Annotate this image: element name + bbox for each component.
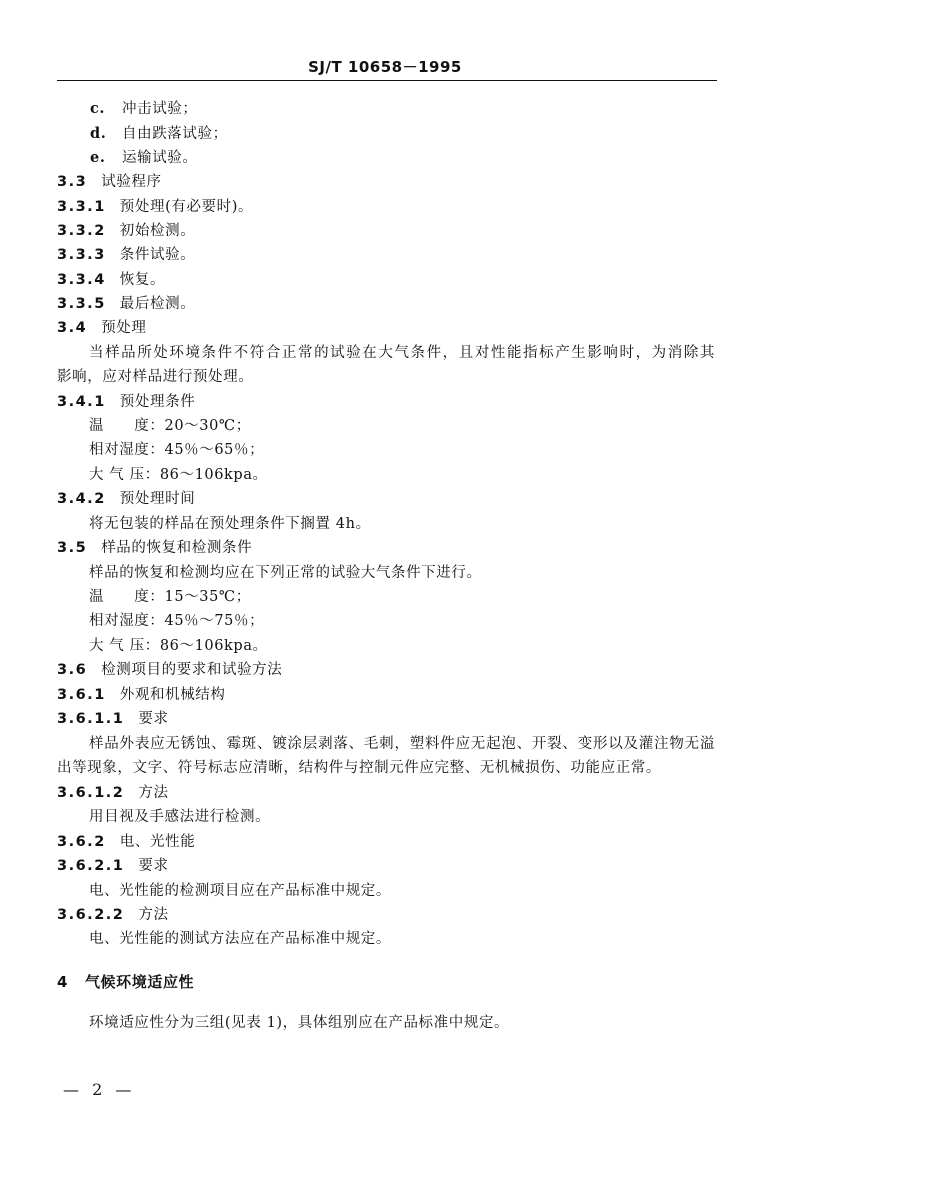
section-4-heading: [57, 972, 194, 992]
section-3-3-heading: [57, 172, 162, 192]
item-text: 自由跌落试验；: [122, 126, 228, 142]
list-item-c: [90, 99, 198, 119]
section-title: 预处理: [101, 320, 147, 336]
paragraph-line: 电、光性能的检测项目应在产品标准中规定。: [89, 883, 391, 899]
section-number: 3.3.1: [57, 199, 106, 215]
section-3-4-1: [57, 392, 195, 412]
paragraph-line: 出等现象，文字、符号标志应清晰，结构件与控制元件应完整、无机械损伤、功能应正常。: [57, 760, 661, 776]
section-title: 要求: [138, 858, 169, 874]
item-text: 冲击试验；: [122, 101, 198, 117]
section-title: 样品的恢复和检测条件: [101, 540, 253, 556]
section-title: 条件试验。: [119, 247, 196, 263]
section-title: 预处理时间: [119, 491, 196, 507]
section-title: 预处理(有必要时)。: [119, 199, 254, 215]
section-3-6-1-1: [57, 709, 169, 729]
paragraph-line: 环境适应性分为三组(见表 1)，具体组别应在产品标准中规定。: [89, 1015, 510, 1031]
item-letter: c.: [90, 100, 106, 117]
standard-code-header: SJ/T 10658－1995: [308, 58, 462, 76]
section-3-6-heading: [57, 660, 282, 680]
paragraph-line: 将无包装的样品在预处理条件下搁置 4h。: [89, 516, 371, 532]
section-number: 3.4.2: [57, 491, 106, 507]
section-number: 3.3.4: [57, 272, 106, 288]
section-number: 3.5: [57, 540, 88, 556]
paragraph-line: 当样品所处环境条件不符合正常的试验在大气条件，且对性能指标产生影响时，为消除其: [89, 345, 715, 361]
paragraph-line: 用目视及手感法进行检测。: [89, 809, 271, 825]
section-number: 3.3: [57, 174, 88, 190]
section-number: 3.4: [57, 320, 88, 336]
condition-temperature: 温 度：15～35℃；: [89, 589, 251, 605]
section-3-3-1: [57, 197, 253, 217]
paragraph-line: 电、光性能的测试方法应在产品标准中规定。: [89, 931, 391, 947]
section-number: 3.6.2.2: [57, 907, 125, 923]
section-3-3-5: [57, 294, 195, 314]
condition-temperature: 温 度：20～30℃；: [89, 418, 251, 434]
section-3-5-heading: [57, 538, 252, 558]
section-3-6-1-2: [57, 783, 169, 803]
section-3-3-4: [57, 270, 165, 290]
section-title: 要求: [138, 711, 169, 727]
paragraph-line: 影响，应对样品进行预处理。: [57, 369, 254, 385]
section-number: 3.6.2: [57, 834, 106, 850]
condition-pressure: 大 气 压：86～106kpa。: [89, 638, 268, 654]
section-number: 4: [57, 973, 69, 991]
section-title: 电、光性能: [119, 834, 196, 850]
item-letter: d.: [90, 125, 107, 142]
section-number: 3.6.2.1: [57, 858, 125, 874]
section-3-6-1: [57, 685, 226, 705]
section-number: 3.4.1: [57, 394, 106, 410]
section-3-3-3: [57, 245, 195, 265]
list-item-d: [90, 124, 228, 144]
section-title: 初始检测。: [119, 223, 196, 239]
section-title: 外观和机械结构: [119, 687, 226, 703]
page-number: — 2 —: [63, 1080, 136, 1099]
section-number: 3.6.1.1: [57, 711, 125, 727]
section-number: 3.6.1.2: [57, 785, 125, 801]
section-3-6-2: [57, 832, 195, 852]
section-3-4-heading: [57, 318, 147, 338]
condition-pressure: 大 气 压：86～106kpa。: [89, 467, 268, 483]
section-3-6-2-1: [57, 856, 169, 876]
item-text: 运输试验。: [122, 150, 198, 166]
section-title: 方法: [138, 785, 169, 801]
condition-humidity: 相对湿度：45％～75％；: [89, 613, 265, 629]
section-title: 检测项目的要求和试验方法: [101, 662, 283, 678]
paragraph-line: 样品的恢复和检测均应在下列正常的试验大气条件下进行。: [89, 565, 482, 581]
paragraph-line: 样品外表应无锈蚀、霉斑、镀涂层剥落、毛刺，塑料件应无起泡、开裂、变形以及灌注物无溢: [89, 736, 715, 752]
item-letter: e.: [90, 149, 106, 166]
header-rule: [57, 80, 717, 81]
section-title: 方法: [138, 907, 169, 923]
section-title: 试验程序: [101, 174, 162, 190]
list-item-e: [90, 148, 198, 168]
section-number: 3.3.5: [57, 296, 106, 312]
condition-humidity: 相对湿度：45％～65％；: [89, 442, 265, 458]
section-title: 气候环境适应性: [84, 973, 195, 991]
section-3-6-2-2: [57, 905, 169, 925]
section-number: 3.6.1: [57, 687, 106, 703]
section-number: 3.3.2: [57, 223, 106, 239]
section-number: 3.6: [57, 662, 88, 678]
section-3-4-2: [57, 489, 195, 509]
section-number: 3.3.3: [57, 247, 106, 263]
section-title: 预处理条件: [119, 394, 196, 410]
section-3-3-2: [57, 221, 195, 241]
section-title: 最后检测。: [119, 296, 196, 312]
section-title: 恢复。: [119, 272, 166, 288]
